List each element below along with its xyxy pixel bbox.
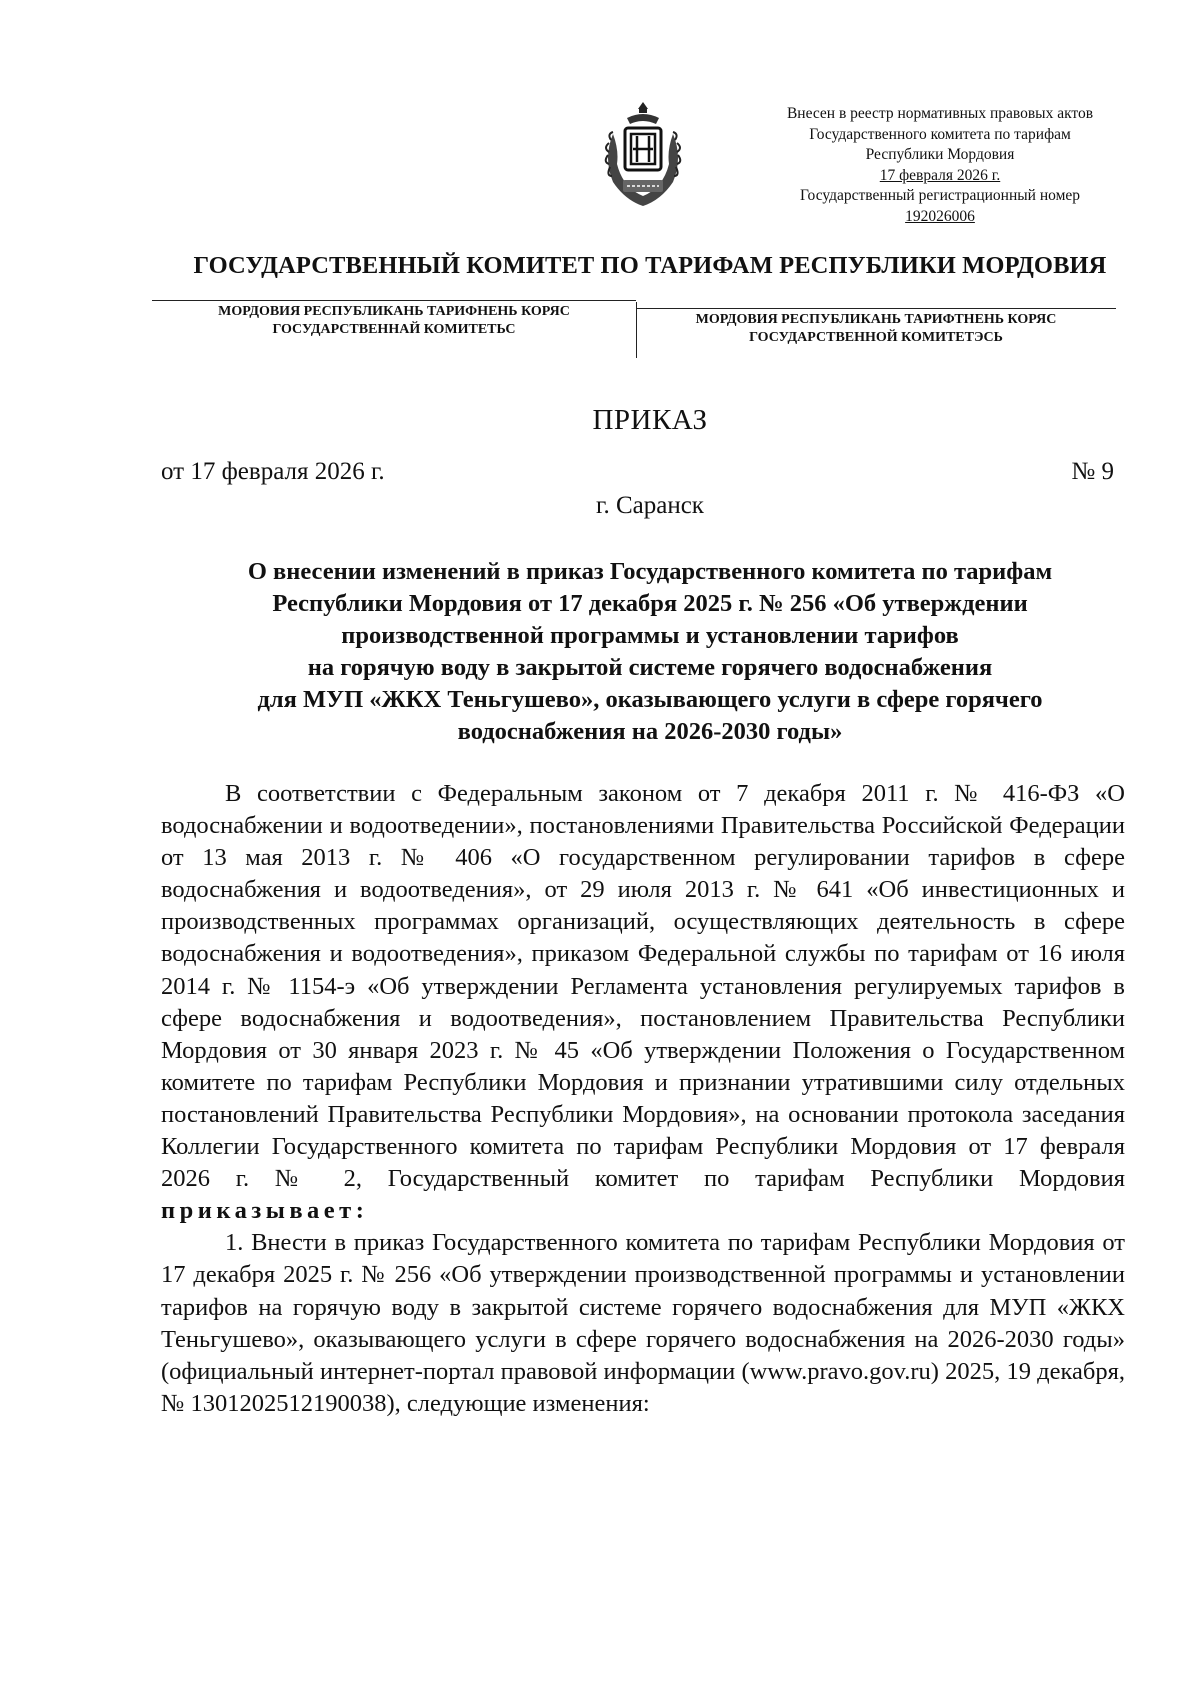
preamble-text: В соответствии с Федеральным законом от 7 декабря 2011 г. № 416-ФЗ «О водоснабжении и водоотведении», постановлениями Правительства Российской Федерации от 13 мая 2013 г. № 406 «О государственном регулировании тарифов в сфере водоснабжения и водоотведения», от 29 июля 2013 г. № 641 «Об инвестиционных и производственных программах организаций, осуществляющих деятельность в сфере водоснабжения и водоотведения», приказом Федеральной службы по тарифам от 16 июля 2014 г. № 1154-э «Об утверждении Регламента установления регулируемых тарифов в сфере водоснабжения и водоотведения», постановлением Правительства Республики Мордовия от 30 января 2023 г. № 45 «Об утверждении Положения о Государственном комитете по тарифам Республики Мордовия и признании утратившими силу отдельных постановлений Правительства Республики Мордовия», на основании протокола заседания Коллегии Государственного комитета по тарифам Республики Мордовия от 17 февраля 2026 г. № 2, Государственный комитет по тарифам Республики Мордовия	[161, 780, 1125, 1193]
mordovian-line: ГОСУДАРСТВЕННОЙ КОМИТЕТЭСЬ	[749, 330, 1003, 345]
document-heading	[150, 556, 1150, 748]
registry-number-label: Государственный регистрационный номер	[799, 187, 1081, 204]
heading-line: О внесении изменений в приказ Государственного комитета по тарифам	[247, 558, 1053, 585]
heading-line: для МУП «ЖКХ Теньгушево», оказывающего услуги в сфере горячего	[257, 686, 1043, 713]
preamble-paragraph	[161, 778, 1125, 1227]
heading-line: производственной программы и установлении тарифов	[341, 622, 959, 649]
registry-date: 17 февраля 2026 г.	[879, 166, 1001, 184]
document-body	[161, 778, 1125, 1420]
document-type: ПРИКАЗ	[592, 404, 708, 436]
registry-line: Государственного комитета по тарифам	[809, 125, 1071, 143]
document-number: № 9	[1071, 458, 1114, 485]
heading-line: водоснабжения на 2026-2030 годы»	[457, 718, 843, 745]
mordovian-line: МОРДОВИЯ РЕСПУБЛИКАНЬ ТАРИФТНЕНЬ КОРЯС	[695, 312, 1057, 327]
divider-left	[152, 300, 636, 301]
item-1-paragraph: 1. Внести в приказ Государственного комитета по тарифам Республики Мордовия от 17 декабря 2025 г. № 256 «Об утверждении производственной программы и установлении тарифов на горячую воду в закрытой системе горячего водоснабжения для МУП «ЖКХ Теньгушево», оказывающего услуги в сфере горячего водоснабжения на 2026-2030 годы» (официальный интернет-портал правовой информации (www.pravo.gov.ru) 2025, 19 декабря, № 1301202512190038), следующие изменения:	[161, 1229, 1125, 1417]
divider-right	[636, 308, 1116, 309]
registry-line: Республики Мордовия	[865, 146, 1015, 163]
registry-line: Внесен в реестр нормативных правовых актов	[786, 105, 1094, 122]
orders-word: приказывает:	[161, 1197, 369, 1225]
registry-stamp	[745, 104, 1135, 227]
coat-of-arms-icon	[597, 100, 689, 212]
divider-vertical	[636, 302, 637, 358]
heading-line: на горячую воду в закрытой системе горячего водоснабжения	[307, 654, 993, 681]
mordovian-line: ГОСУДАРСТВЕННАЙ КОМИТЕТЬС	[272, 322, 516, 337]
document-date: от 17 февраля 2026 г.	[161, 458, 385, 485]
document-city: г. Саранск	[596, 492, 704, 519]
mordovian-name-right	[640, 311, 1112, 347]
mordovian-name-left	[152, 303, 636, 339]
mordovian-line: МОРДОВИЯ РЕСПУБЛИКАНЬ ТАРИФНЕНЬ КОРЯС	[218, 304, 570, 319]
organization-title: ГОСУДАРСТВЕННЫЙ КОМИТЕТ ПО ТАРИФАМ РЕСПУБЛИКИ МОРДОВИЯ	[193, 252, 1107, 279]
registry-number: 192026006	[905, 207, 975, 225]
heading-line: Республики Мордовия от 17 декабря 2025 г. № 256 «Об утверждении	[272, 590, 1028, 617]
